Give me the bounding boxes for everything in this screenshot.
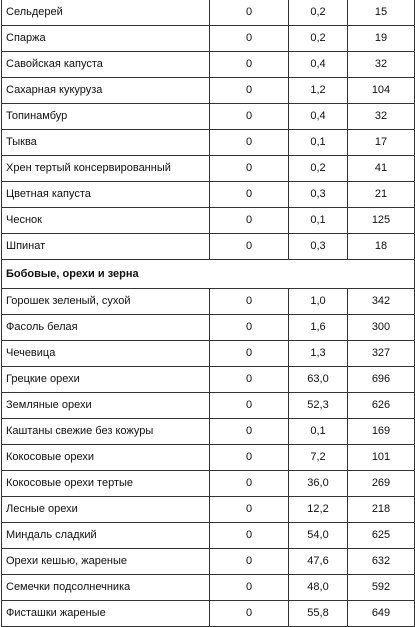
table-row <box>2 0 415 26</box>
nutrition-table <box>1 0 415 627</box>
value-cell-2: 0,4 <box>289 52 348 78</box>
value-cell-3: 649 <box>348 601 415 627</box>
value-cell-2: 54,0 <box>289 523 348 549</box>
value-cell-3: 342 <box>348 289 415 315</box>
food-name-cell: Сахарная кукуруза <box>2 78 210 104</box>
table-row <box>2 601 415 627</box>
value-cell-1: 0 <box>210 523 289 549</box>
value-cell-1: 0 <box>210 130 289 156</box>
table-row <box>2 341 415 367</box>
value-cell-2: 36,0 <box>289 471 348 497</box>
value-cell-1: 0 <box>210 341 289 367</box>
table-row <box>2 208 415 234</box>
value-cell-2: 0,2 <box>289 26 348 52</box>
value-cell-1: 0 <box>210 104 289 130</box>
food-name-cell: Кокосовые орехи тертые <box>2 471 210 497</box>
table-row <box>2 289 415 315</box>
value-cell-3: 104 <box>348 78 415 104</box>
value-cell-1: 0 <box>210 497 289 523</box>
value-cell-2: 55,8 <box>289 601 348 627</box>
value-cell-3: 300 <box>348 315 415 341</box>
value-cell-2: 0,4 <box>289 104 348 130</box>
value-cell-1: 0 <box>210 315 289 341</box>
value-cell-3: 626 <box>348 393 415 419</box>
table-row <box>2 445 415 471</box>
value-cell-2: 7,2 <box>289 445 348 471</box>
food-name-cell: Лесные орехи <box>2 497 210 523</box>
table-row <box>2 523 415 549</box>
table-row <box>2 182 415 208</box>
food-name-cell: Фасоль белая <box>2 315 210 341</box>
value-cell-3: 632 <box>348 549 415 575</box>
food-name-cell: Грецкие орехи <box>2 367 210 393</box>
food-name-cell: Хрен тертый консервированный <box>2 156 210 182</box>
value-cell-2: 1,0 <box>289 289 348 315</box>
value-cell-3: 696 <box>348 367 415 393</box>
food-name-cell: Каштаны свежие без кожуры <box>2 419 210 445</box>
food-name-cell: Савойская капуста <box>2 52 210 78</box>
value-cell-2: 1,3 <box>289 341 348 367</box>
value-cell-1: 0 <box>210 78 289 104</box>
food-name-cell: Тыква <box>2 130 210 156</box>
section-header-row <box>2 260 415 289</box>
value-cell-1: 0 <box>210 575 289 601</box>
value-cell-2: 0,2 <box>289 0 348 26</box>
value-cell-2: 63,0 <box>289 367 348 393</box>
food-name-cell: Горошек зеленый, сухой <box>2 289 210 315</box>
table-body <box>2 0 415 627</box>
table-row <box>2 156 415 182</box>
value-cell-2: 47,6 <box>289 549 348 575</box>
value-cell-3: 41 <box>348 156 415 182</box>
food-name-cell: Шпинат <box>2 234 210 260</box>
table-row <box>2 52 415 78</box>
value-cell-3: 592 <box>348 575 415 601</box>
value-cell-2: 48,0 <box>289 575 348 601</box>
value-cell-2: 0,2 <box>289 156 348 182</box>
value-cell-3: 19 <box>348 26 415 52</box>
value-cell-3: 625 <box>348 523 415 549</box>
table-row <box>2 497 415 523</box>
value-cell-2: 0,1 <box>289 208 348 234</box>
table-row <box>2 315 415 341</box>
value-cell-1: 0 <box>210 182 289 208</box>
food-name-cell: Орехи кешью, жареные <box>2 549 210 575</box>
food-name-cell: Семечки подсолнечника <box>2 575 210 601</box>
value-cell-3: 269 <box>348 471 415 497</box>
table-row <box>2 575 415 601</box>
food-name-cell: Чечевица <box>2 341 210 367</box>
value-cell-3: 101 <box>348 445 415 471</box>
section-title: Бобовые, орехи и зерна <box>2 260 415 289</box>
food-name-cell: Земляные орехи <box>2 393 210 419</box>
value-cell-1: 0 <box>210 419 289 445</box>
value-cell-2: 1,6 <box>289 315 348 341</box>
table-row <box>2 104 415 130</box>
food-name-cell: Чеснок <box>2 208 210 234</box>
table-row <box>2 471 415 497</box>
value-cell-1: 0 <box>210 26 289 52</box>
value-cell-2: 0,3 <box>289 234 348 260</box>
value-cell-1: 0 <box>210 289 289 315</box>
table-row <box>2 26 415 52</box>
food-name-cell: Цветная капуста <box>2 182 210 208</box>
food-name-cell: Миндаль сладкий <box>2 523 210 549</box>
value-cell-1: 0 <box>210 52 289 78</box>
value-cell-3: 15 <box>348 0 415 26</box>
value-cell-3: 169 <box>348 419 415 445</box>
value-cell-1: 0 <box>210 208 289 234</box>
value-cell-1: 0 <box>210 367 289 393</box>
value-cell-1: 0 <box>210 549 289 575</box>
table-row <box>2 234 415 260</box>
value-cell-3: 125 <box>348 208 415 234</box>
value-cell-3: 218 <box>348 497 415 523</box>
value-cell-3: 32 <box>348 104 415 130</box>
table-row <box>2 419 415 445</box>
value-cell-3: 17 <box>348 130 415 156</box>
value-cell-1: 0 <box>210 234 289 260</box>
value-cell-2: 0,1 <box>289 130 348 156</box>
value-cell-1: 0 <box>210 156 289 182</box>
value-cell-1: 0 <box>210 471 289 497</box>
table-row <box>2 549 415 575</box>
value-cell-1: 0 <box>210 393 289 419</box>
value-cell-1: 0 <box>210 601 289 627</box>
table-row <box>2 78 415 104</box>
value-cell-3: 32 <box>348 52 415 78</box>
table-row <box>2 130 415 156</box>
food-name-cell: Фисташки жареные <box>2 601 210 627</box>
table-row <box>2 393 415 419</box>
value-cell-2: 0,1 <box>289 419 348 445</box>
value-cell-3: 18 <box>348 234 415 260</box>
value-cell-2: 52,3 <box>289 393 348 419</box>
value-cell-1: 0 <box>210 0 289 26</box>
food-name-cell: Кокосовые орехи <box>2 445 210 471</box>
value-cell-3: 21 <box>348 182 415 208</box>
value-cell-3: 327 <box>348 341 415 367</box>
food-name-cell: Сельдерей <box>2 0 210 26</box>
value-cell-2: 0,3 <box>289 182 348 208</box>
table-row <box>2 367 415 393</box>
value-cell-2: 12,2 <box>289 497 348 523</box>
value-cell-1: 0 <box>210 445 289 471</box>
food-name-cell: Спаржа <box>2 26 210 52</box>
food-name-cell: Топинамбур <box>2 104 210 130</box>
value-cell-2: 1,2 <box>289 78 348 104</box>
